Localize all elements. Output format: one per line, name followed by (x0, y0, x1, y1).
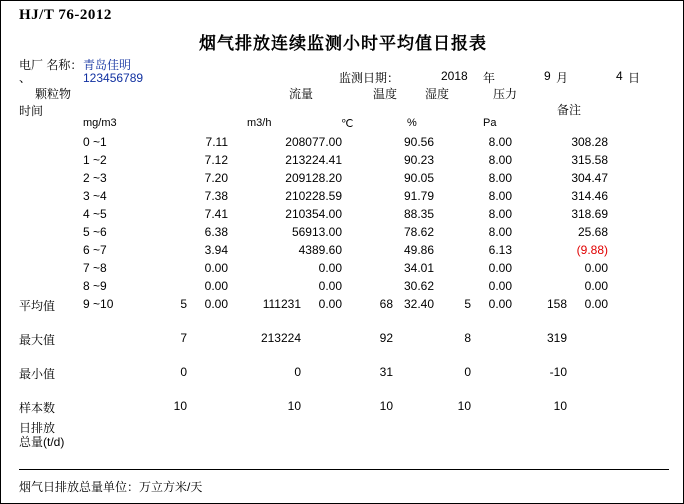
cell-flow: 213224.41 (285, 153, 343, 167)
cell-hour-start: 4 ~ (83, 207, 101, 221)
cell-hour-end: 4 (100, 189, 107, 203)
unit-pressure: Pa (483, 117, 497, 129)
summary-temperature: 31 (379, 365, 393, 379)
summary-label: 最小值 (19, 367, 56, 381)
summary-temperature: 92 (379, 331, 393, 345)
cell-humidity: 0.00 (488, 261, 513, 275)
summary-pressure: 10 (553, 399, 567, 413)
summary-humidity: 0 (464, 365, 471, 379)
daily-total-label (19, 421, 64, 449)
column-header-remark: 备注 (557, 103, 582, 117)
summary-section (1, 297, 684, 433)
cell-flow: 209128.20 (285, 171, 343, 185)
cell-remark (608, 277, 684, 295)
cell-flow: 0.00 (318, 297, 343, 311)
cell-particulate: 6.38 (204, 225, 229, 239)
cell-hour-end: 3 (100, 171, 107, 185)
cell-humidity: 8.00 (488, 153, 513, 167)
cell-temperature: 78.62 (403, 225, 435, 239)
cell-pressure: (9.88) (576, 243, 609, 257)
monitor-date-day-unit: 日 (628, 71, 641, 85)
daily-total-line1: 日排放 (19, 421, 56, 435)
summary-pressure: -10 (549, 365, 567, 379)
cell-particulate: 0.00 (204, 261, 229, 275)
cell-remark (608, 133, 684, 151)
page-title: 烟气排放连续监测小时平均值日报表 (199, 34, 487, 53)
summary-row (1, 399, 684, 433)
cell-temperature: 91.79 (403, 189, 435, 203)
cell-hour-start: 3 ~ (83, 189, 101, 203)
monitor-date-month: 9 (544, 69, 551, 83)
summary-particulate: 0 (180, 365, 187, 379)
plant-id-value: 123456789 (83, 71, 144, 85)
cell-hour-start: 8 ~ (83, 279, 101, 293)
cell-remark (608, 241, 684, 259)
cell-particulate: 7.38 (204, 189, 229, 203)
summary-particulate: 7 (180, 331, 187, 345)
cell-pressure: 0.00 (584, 279, 609, 293)
cell-hour-end: 6 (100, 225, 107, 239)
cell-flow: 210228.59 (285, 189, 343, 203)
summary-particulate: 10 (173, 399, 187, 413)
cell-pressure: 308.28 (571, 135, 609, 149)
cell-hour-start: 9 ~ (83, 297, 101, 311)
summary-particulate: 5 (180, 297, 187, 311)
monitor-date-year: 2018 (441, 69, 468, 83)
cell-pressure: 0.00 (584, 261, 609, 275)
cell-temperature: 34.01 (403, 261, 435, 275)
cell-flow: 208077.00 (285, 135, 343, 149)
cell-hour-start: 5 ~ (83, 225, 101, 239)
cell-particulate: 0.00 (204, 297, 229, 311)
daily-total-line2: 总量(t/d) (19, 435, 65, 449)
summary-flow: 0 (294, 365, 301, 379)
cell-pressure: 314.46 (571, 189, 609, 203)
cell-flow: 0.00 (318, 279, 343, 293)
summary-flow: 10 (287, 399, 301, 413)
summary-humidity: 8 (464, 331, 471, 345)
cell-hour-end: 2 (100, 153, 107, 167)
plant-tick-mark: 、 (19, 71, 32, 85)
cell-particulate: 7.20 (204, 171, 229, 185)
table-row (1, 223, 684, 241)
unit-temperature: ℃ (341, 118, 354, 130)
plant-name-value: 青岛佳明 (83, 58, 132, 72)
table-row (1, 205, 684, 223)
summary-flow: 213224 (260, 331, 301, 345)
cell-pressure: 318.69 (571, 207, 609, 221)
cell-hour-end: 8 (100, 261, 107, 275)
unit-particulate: mg/m3 (83, 117, 117, 129)
cell-remark (608, 205, 684, 223)
cell-hour-end: 5 (100, 207, 107, 221)
summary-label: 样本数 (19, 401, 56, 415)
cell-remark (608, 259, 684, 277)
cell-remark (608, 187, 684, 205)
monitor-date-label: 监测日期： (339, 71, 400, 85)
cell-hour-end: 9 (100, 279, 107, 293)
cell-flow: 4389.60 (298, 243, 343, 257)
table-row (1, 277, 684, 295)
cell-pressure: 0.00 (584, 297, 609, 311)
table-row (1, 259, 684, 277)
cell-hour-start: 7 ~ (83, 261, 101, 275)
cell-hour-start: 0 ~ (83, 135, 101, 149)
summary-pressure: 319 (546, 331, 567, 345)
cell-flow: 56913.00 (291, 225, 343, 239)
cell-temperature: 49.86 (403, 243, 435, 257)
cell-pressure: 25.68 (577, 225, 609, 239)
cell-particulate: 7.12 (204, 153, 229, 167)
summary-row (1, 297, 684, 331)
cell-temperature: 88.35 (403, 207, 435, 221)
summary-humidity: 5 (464, 297, 471, 311)
cell-remark (608, 223, 684, 241)
summary-row (1, 365, 684, 399)
hourly-data-table (1, 133, 684, 313)
summary-pressure: 158 (546, 297, 567, 311)
cell-hour-end: 1 (100, 135, 107, 149)
cell-hour-start: 2 ~ (83, 171, 101, 185)
summary-label: 平均值 (19, 299, 56, 313)
summary-temperature: 10 (379, 399, 393, 413)
monitor-date-year-unit: 年 (483, 71, 496, 85)
cell-humidity: 8.00 (488, 171, 513, 185)
summary-humidity: 10 (457, 399, 471, 413)
cell-flow: 210354.00 (285, 207, 343, 221)
table-row (1, 241, 684, 259)
cell-temperature: 30.62 (403, 279, 435, 293)
column-header-particulate: 颗粒物 (35, 87, 72, 101)
cell-hour-start: 6 ~ (83, 243, 101, 257)
cell-particulate: 3.94 (204, 243, 229, 257)
cell-particulate: 7.11 (205, 135, 229, 149)
column-header-humidity: 湿度 (425, 87, 450, 101)
unit-flow: m3/h (247, 117, 272, 129)
cell-remark (608, 151, 684, 169)
cell-remark (608, 169, 684, 187)
cell-humidity: 0.00 (488, 297, 513, 311)
summary-label: 最大值 (19, 333, 56, 347)
cell-temperature: 90.23 (403, 153, 435, 167)
column-header-time: 时间 (19, 104, 44, 118)
cell-humidity: 8.00 (488, 207, 513, 221)
cell-particulate: 7.41 (204, 207, 229, 221)
cell-temperature: 32.40 (403, 297, 435, 311)
cell-temperature: 90.56 (403, 135, 435, 149)
cell-humidity: 8.00 (488, 135, 513, 149)
standard-code: HJ/T 76-2012 (19, 7, 112, 23)
cell-humidity: 8.00 (488, 189, 513, 203)
cell-particulate: 0.00 (204, 279, 229, 293)
cell-temperature: 90.05 (403, 171, 435, 185)
column-header-pressure: 压力 (493, 87, 518, 101)
monitor-date-day: 4 (616, 69, 623, 83)
cell-hour-start: 1 ~ (83, 153, 101, 167)
cell-pressure: 315.58 (571, 153, 609, 167)
cell-humidity: 6.13 (488, 243, 513, 257)
table-row (1, 169, 684, 187)
monitor-date-month-unit: 月 (556, 71, 569, 85)
column-header-flow: 流量 (289, 87, 314, 101)
cell-humidity: 8.00 (488, 225, 513, 239)
column-header-temperature: 温度 (373, 87, 398, 101)
cell-flow: 0.00 (318, 261, 343, 275)
footer-divider (19, 469, 669, 470)
summary-temperature: 68 (379, 297, 393, 311)
plant-name-label: 电厂 名称： (19, 58, 83, 72)
table-row (1, 133, 684, 151)
cell-hour-end: 10 (100, 297, 114, 311)
cell-pressure: 304.47 (571, 171, 609, 185)
cell-humidity: 0.00 (488, 279, 513, 293)
table-row (1, 187, 684, 205)
summary-flow: 111231 (262, 297, 301, 311)
cell-hour-end: 7 (100, 243, 107, 257)
summary-row (1, 331, 684, 365)
footer-note: 烟气日排放总量单位：万立方米/天 (19, 480, 203, 494)
unit-humidity: % (407, 117, 417, 129)
table-row (1, 151, 684, 169)
